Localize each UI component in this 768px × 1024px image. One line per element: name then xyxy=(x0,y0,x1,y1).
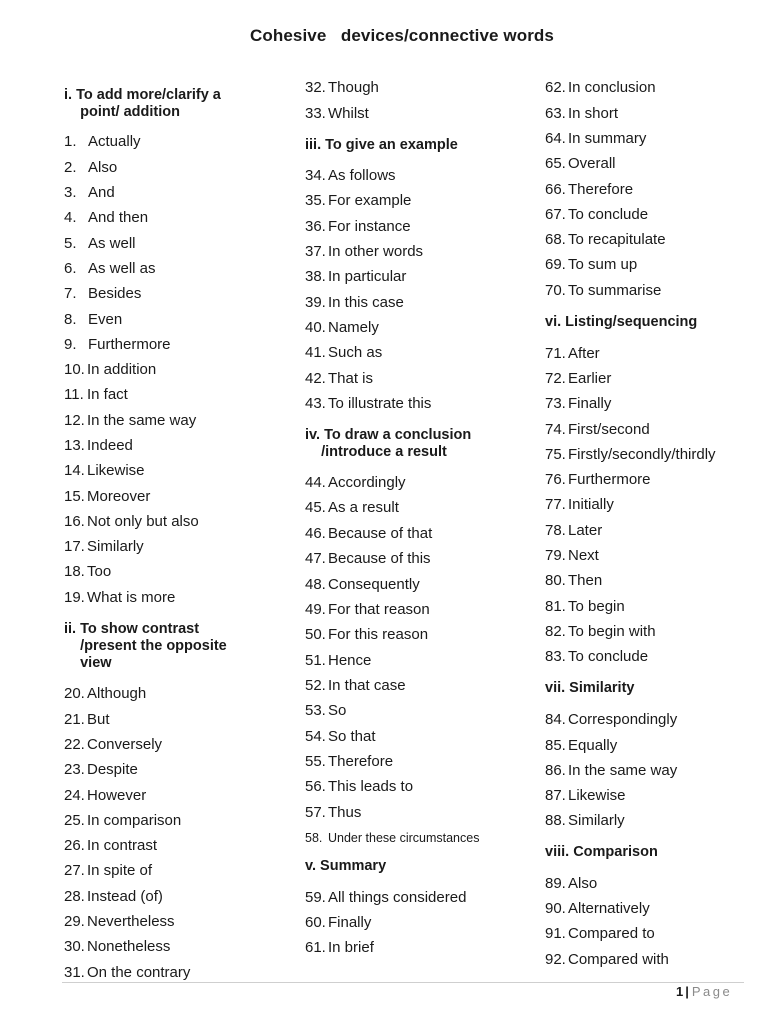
list-item xyxy=(305,677,406,695)
list-item xyxy=(64,589,175,607)
list-item xyxy=(545,925,655,943)
list-item-text: Firstly/secondly/thirdly xyxy=(568,446,716,463)
list-item-text: Accordingly xyxy=(328,474,406,491)
list-item-number: 22. xyxy=(64,736,85,753)
list-item xyxy=(305,914,371,932)
list-item-text: Earlier xyxy=(568,370,612,387)
list-item-text: For example xyxy=(328,192,412,209)
list-item xyxy=(64,260,156,278)
list-item-text: Correspondingly xyxy=(568,711,678,728)
list-item-number: 74. xyxy=(545,421,566,438)
list-item-text: After xyxy=(568,345,600,362)
list-item-text: In this case xyxy=(328,294,404,311)
list-item xyxy=(64,386,128,404)
list-item-number: 21. xyxy=(64,711,85,728)
list-item-text: Moreover xyxy=(87,488,151,505)
list-item-number: 53. xyxy=(305,702,326,719)
section-heading: vii. Similarity xyxy=(545,680,635,696)
list-item-number: 44. xyxy=(305,474,326,491)
list-item-number: 1. xyxy=(64,133,77,150)
list-item-number: 48. xyxy=(305,576,326,593)
list-item xyxy=(305,778,413,796)
list-item-text: In the same way xyxy=(87,412,197,429)
list-item xyxy=(545,79,656,97)
list-item-number: 19. xyxy=(64,589,85,606)
list-item xyxy=(64,488,150,506)
list-item xyxy=(64,412,196,430)
list-item-text: To recapitulate xyxy=(568,231,666,248)
list-item xyxy=(305,395,431,413)
list-item xyxy=(545,130,646,148)
list-item-number: 59. xyxy=(305,889,326,906)
list-item-number: 33. xyxy=(305,105,326,122)
list-item xyxy=(545,900,650,918)
list-item-text: Not only but also xyxy=(87,513,199,530)
list-item xyxy=(545,623,656,641)
list-item-number: 40. xyxy=(305,319,326,336)
list-item-text: Initially xyxy=(568,496,614,513)
list-item-text: And xyxy=(88,184,115,201)
list-item xyxy=(545,522,602,540)
list-item xyxy=(64,184,115,202)
list-item-number: 41. xyxy=(305,344,326,361)
list-item-text: For this reason xyxy=(328,626,429,643)
list-item-text: As well xyxy=(88,235,136,252)
list-item xyxy=(64,563,111,581)
list-item xyxy=(64,938,170,956)
list-item-text: Finally xyxy=(328,914,372,931)
list-item-text: In particular xyxy=(328,268,407,285)
list-item-number: 85. xyxy=(545,737,566,754)
list-item xyxy=(545,345,600,363)
list-item-text: Conversely xyxy=(87,736,163,753)
section-heading: iv. To draw a conclusion /introduce a result xyxy=(305,427,472,460)
list-item xyxy=(64,513,199,531)
list-item-number: 26. xyxy=(64,837,85,854)
list-item-number: 84. xyxy=(545,711,566,728)
list-item-number: 6. xyxy=(64,260,77,277)
list-item xyxy=(64,837,157,855)
list-item xyxy=(305,728,376,746)
list-item-number: 36. xyxy=(305,218,326,235)
list-item-number: 80. xyxy=(545,572,566,589)
list-item-number: 57. xyxy=(305,804,326,821)
list-item xyxy=(64,159,117,177)
list-item xyxy=(64,285,141,303)
list-item xyxy=(305,804,361,822)
list-item xyxy=(305,192,411,210)
list-item-number: 29. xyxy=(64,913,85,930)
list-item-text: Besides xyxy=(88,285,142,302)
list-item-text: But xyxy=(87,711,110,728)
list-item-text: What is more xyxy=(87,589,176,606)
list-item xyxy=(545,787,626,805)
list-item-number: 47. xyxy=(305,550,326,567)
list-item-text: In the same way xyxy=(568,762,678,779)
list-item xyxy=(305,105,369,123)
footer-divider xyxy=(62,982,744,983)
list-item xyxy=(545,598,625,616)
list-item xyxy=(64,437,133,455)
list-item-number: 42. xyxy=(305,370,326,387)
list-item-number: 69. xyxy=(545,256,566,273)
list-item-number: 37. xyxy=(305,243,326,260)
list-item-text: Therefore xyxy=(328,753,394,770)
list-item xyxy=(545,395,611,413)
list-item xyxy=(545,951,669,969)
list-item-text: As follows xyxy=(328,167,396,184)
list-item-text: However xyxy=(87,787,147,804)
list-item-text: Nonetheless xyxy=(87,938,171,955)
list-item-number: 52. xyxy=(305,677,326,694)
list-item-text: Instead (of) xyxy=(87,888,163,905)
page-title: Cohesive devices/connective words xyxy=(250,26,554,45)
list-item-text: To begin xyxy=(568,598,625,615)
list-item-text: Also xyxy=(88,159,118,176)
list-item-number: 70. xyxy=(545,282,566,299)
list-item-text: In that case xyxy=(328,677,406,694)
list-item-number: 66. xyxy=(545,181,566,198)
list-item xyxy=(64,133,141,151)
list-item-number: 65. xyxy=(545,155,566,172)
list-item xyxy=(64,888,163,906)
list-item-text: Whilst xyxy=(328,105,369,122)
list-item-number: 81. xyxy=(545,598,566,615)
section-heading: iii. To give an example xyxy=(305,137,458,153)
list-item-text: To conclude xyxy=(568,206,649,223)
list-item xyxy=(305,167,396,185)
list-item xyxy=(64,862,152,880)
list-item-number: 11. xyxy=(64,386,84,403)
list-item-text: Even xyxy=(88,311,123,328)
list-item-text: Similarly xyxy=(568,812,625,829)
list-item xyxy=(545,446,716,464)
list-item-text: Next xyxy=(568,547,599,564)
list-item-number: 12. xyxy=(64,412,85,429)
list-item-number: 92. xyxy=(545,951,566,968)
list-item-text: To sum up xyxy=(568,256,638,273)
list-item xyxy=(64,787,146,805)
list-item-number: 60. xyxy=(305,914,326,931)
list-item-number: 63. xyxy=(545,105,566,122)
list-item xyxy=(64,311,122,329)
list-item-text: Finally xyxy=(568,395,612,412)
list-item-text: In spite of xyxy=(87,862,153,879)
list-item-text: To begin with xyxy=(568,623,656,640)
list-item xyxy=(305,652,371,670)
list-item-number: 32. xyxy=(305,79,326,96)
list-item-text: Likewise xyxy=(568,787,626,804)
list-item xyxy=(305,474,406,492)
list-item xyxy=(305,702,346,720)
page-footer xyxy=(676,984,732,1000)
list-item-text: Equally xyxy=(568,737,618,754)
list-item-number: 8. xyxy=(64,311,77,328)
list-item xyxy=(64,235,136,253)
list-item-number: 90. xyxy=(545,900,566,917)
list-item-number: 15. xyxy=(64,488,85,505)
list-item-text: Similarly xyxy=(87,538,144,555)
list-item-text: And then xyxy=(88,209,149,226)
list-item xyxy=(64,361,156,379)
list-item-text: Too xyxy=(87,563,112,580)
list-item-number: 5. xyxy=(64,235,77,252)
list-item-text: In other words xyxy=(328,243,424,260)
list-item xyxy=(545,812,625,830)
list-item xyxy=(64,964,190,982)
list-item-text: Furthermore xyxy=(88,336,171,353)
list-item xyxy=(64,812,181,830)
list-item-text: Although xyxy=(87,685,147,702)
list-item-text: Compared with xyxy=(568,951,669,968)
page-number: 1 xyxy=(676,984,684,999)
list-item xyxy=(305,889,466,907)
list-item-number: 14. xyxy=(64,462,85,479)
list-item-text: Though xyxy=(328,79,379,96)
list-item-text: Overall xyxy=(568,155,616,172)
list-item xyxy=(64,209,148,227)
list-item-text: For that reason xyxy=(328,601,430,618)
list-item-text: Compared to xyxy=(568,925,655,942)
list-item-number: 82. xyxy=(545,623,566,640)
list-item-text: This leads to xyxy=(328,778,414,795)
section-heading: i. To add more/clarify a point/ addition xyxy=(64,87,221,120)
list-item-number: 13. xyxy=(64,437,85,454)
list-item-text: In brief xyxy=(328,939,374,956)
list-item-number: 75. xyxy=(545,446,566,463)
list-item xyxy=(305,243,423,261)
list-item xyxy=(545,737,617,755)
section-heading: ii. To show contrast /present the opposite view xyxy=(64,621,227,671)
list-item xyxy=(545,105,618,123)
list-item-number: 58. xyxy=(305,831,323,845)
list-item-number: 4. xyxy=(64,209,77,226)
list-item-text: Likewise xyxy=(87,462,145,479)
list-item xyxy=(64,761,138,779)
list-item-number: 83. xyxy=(545,648,566,665)
list-item-text: That is xyxy=(328,370,374,387)
list-item xyxy=(64,336,171,354)
list-item xyxy=(545,370,611,388)
list-item xyxy=(305,319,379,337)
list-item-number: 27. xyxy=(64,862,85,879)
list-item xyxy=(545,572,602,590)
list-item xyxy=(305,370,373,388)
list-item xyxy=(305,344,382,362)
section-heading: viii. Comparison xyxy=(545,844,658,860)
list-item-text: Also xyxy=(568,875,598,892)
list-item xyxy=(305,939,374,957)
list-item xyxy=(64,736,162,754)
list-item-number: 7. xyxy=(64,285,77,302)
list-item-text: As a result xyxy=(328,499,399,516)
list-item-text: In comparison xyxy=(87,812,182,829)
list-item-text: In summary xyxy=(568,130,647,147)
list-item xyxy=(305,294,404,312)
list-item xyxy=(545,231,666,249)
list-item-number: 45. xyxy=(305,499,326,516)
list-item-number: 73. xyxy=(545,395,566,412)
list-item xyxy=(64,711,110,729)
list-item-number: 2. xyxy=(64,159,77,176)
list-item-number: 50. xyxy=(305,626,326,643)
list-item xyxy=(545,206,648,224)
list-item-text: In short xyxy=(568,105,619,122)
list-item-text: Later xyxy=(568,522,603,539)
list-item-text: Thus xyxy=(328,804,362,821)
list-item-text: Nevertheless xyxy=(87,913,175,930)
list-item-number: 64. xyxy=(545,130,566,147)
list-item-number: 76. xyxy=(545,471,566,488)
list-item xyxy=(545,256,637,274)
list-item-number: 30. xyxy=(64,938,85,955)
list-item-number: 28. xyxy=(64,888,85,905)
list-item xyxy=(305,576,420,594)
list-item xyxy=(305,626,428,644)
page-label: Page xyxy=(691,984,733,999)
list-item xyxy=(545,282,661,300)
list-item-number: 20. xyxy=(64,685,85,702)
list-item-number: 89. xyxy=(545,875,566,892)
list-item-text: Hence xyxy=(328,652,372,669)
list-item-text: So xyxy=(328,702,347,719)
list-item-text: For instance xyxy=(328,218,411,235)
list-item-number: 77. xyxy=(545,496,566,513)
list-item-text: So that xyxy=(328,728,376,745)
list-item xyxy=(545,155,616,173)
list-item xyxy=(545,547,599,565)
list-item xyxy=(64,685,146,703)
list-item xyxy=(305,218,411,236)
list-item-number: 54. xyxy=(305,728,326,745)
list-item-text: Because of that xyxy=(328,525,433,542)
list-item xyxy=(545,762,677,780)
list-item xyxy=(305,268,406,286)
list-item-text: Despite xyxy=(87,761,138,778)
list-item-number: 34. xyxy=(305,167,326,184)
list-item xyxy=(305,753,393,771)
list-item-text: Alternatively xyxy=(568,900,650,917)
list-item-text: In conclusion xyxy=(568,79,656,96)
list-item-number: 23. xyxy=(64,761,85,778)
list-item-number: 31. xyxy=(64,964,85,981)
list-item-number: 61. xyxy=(305,939,326,956)
list-item-number: 25. xyxy=(64,812,85,829)
list-item-number: 71. xyxy=(545,345,566,362)
list-item-text: First/second xyxy=(568,421,650,438)
list-item xyxy=(545,421,650,439)
list-item xyxy=(545,875,597,893)
list-item-text: Namely xyxy=(328,319,379,336)
list-item-text: In contrast xyxy=(87,837,158,854)
list-item-number: 10. xyxy=(64,361,85,378)
list-item-text: Such as xyxy=(328,344,383,361)
list-item-number: 62. xyxy=(545,79,566,96)
list-item-number: 18. xyxy=(64,563,85,580)
list-item-text: Because of this xyxy=(328,550,431,567)
page-separator: | xyxy=(685,984,689,999)
list-item-number: 51. xyxy=(305,652,326,669)
list-item-text: Actually xyxy=(88,133,141,150)
list-item-text: On the contrary xyxy=(87,964,191,981)
list-item-number: 24. xyxy=(64,787,85,804)
list-item-number: 91. xyxy=(545,925,566,942)
list-item xyxy=(305,601,430,619)
list-item-number: 9. xyxy=(64,336,77,353)
list-item-number: 86. xyxy=(545,762,566,779)
list-item xyxy=(305,525,432,543)
list-item xyxy=(545,496,614,514)
list-item-number: 3. xyxy=(64,184,77,201)
list-item xyxy=(64,462,145,480)
list-item-number: 68. xyxy=(545,231,566,248)
list-item-number: 49. xyxy=(305,601,326,618)
list-item-text: In addition xyxy=(87,361,157,378)
list-item-number: 38. xyxy=(305,268,326,285)
list-item xyxy=(305,499,399,517)
list-item-text: In fact xyxy=(87,386,128,403)
list-item-text: Therefore xyxy=(568,181,634,198)
list-item-text: To summarise xyxy=(568,282,662,299)
list-item xyxy=(305,79,379,97)
list-item-text: Then xyxy=(568,572,603,589)
list-item-number: 39. xyxy=(305,294,326,311)
section-heading: v. Summary xyxy=(305,858,387,874)
list-item xyxy=(545,648,648,666)
list-item xyxy=(305,550,431,568)
list-item-number: 72. xyxy=(545,370,566,387)
list-item-text: Indeed xyxy=(87,437,133,454)
list-item xyxy=(64,538,144,556)
section-heading: vi. Listing/sequencing xyxy=(545,314,698,330)
list-item-text: To illustrate this xyxy=(328,395,432,412)
list-item xyxy=(64,913,175,931)
list-item-text: All things considered xyxy=(328,889,467,906)
list-item-number: 56. xyxy=(305,778,326,795)
list-item-number: 16. xyxy=(64,513,85,530)
list-item-number: 67. xyxy=(545,206,566,223)
list-item-number: 43. xyxy=(305,395,326,412)
list-item-text: Consequently xyxy=(328,576,420,593)
list-item-number: 88. xyxy=(545,812,566,829)
list-item-text: As well as xyxy=(88,260,156,277)
list-item-number: 87. xyxy=(545,787,566,804)
list-item-number: 78. xyxy=(545,522,566,539)
list-item-number: 46. xyxy=(305,525,326,542)
list-item-text: Furthermore xyxy=(568,471,651,488)
list-item xyxy=(545,471,651,489)
list-item-number: 55. xyxy=(305,753,326,770)
list-item-number: 79. xyxy=(545,547,566,564)
list-item-number: 17. xyxy=(64,538,85,555)
list-item xyxy=(305,829,479,847)
list-item xyxy=(545,181,633,199)
list-item-number: 35. xyxy=(305,192,326,209)
list-item xyxy=(545,711,677,729)
list-item-text: Under these circumstances xyxy=(328,831,480,845)
list-item-text: To conclude xyxy=(568,648,649,665)
